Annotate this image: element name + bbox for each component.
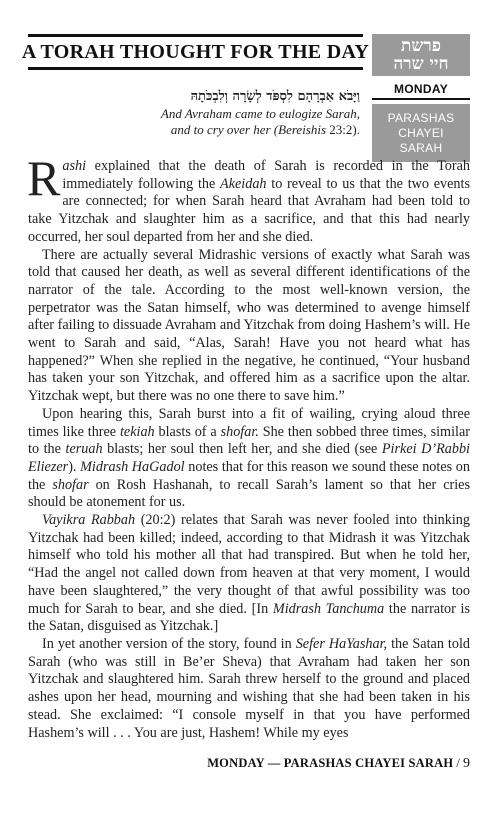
paragraph-5	[28, 636, 470, 742]
verse-hebrew: וַיָּבֹא אַבְרָהָם לִסְפֹּד לְשָׂרָה וְלִבְכֹּתָהּ	[190, 89, 360, 104]
verse-citation: 23:2).	[326, 122, 360, 137]
p3-text-e: She then sobbed three times, similar to the	[28, 423, 470, 458]
p3-text-m: on Rosh Hashanah, to recall Sarah’s lament so that her cries should be atonement for us.	[28, 476, 470, 511]
p3-text-i: ).	[68, 458, 81, 475]
p3-text-k: notes that for this reason we sound these notes on the	[28, 458, 470, 493]
verse-english-line-2	[40, 122, 360, 138]
p5-text-a: In yet another version of the story, found in	[42, 635, 296, 652]
verse-english-text-2: and to cry over her (	[170, 122, 279, 137]
verse-source: Bereishis	[278, 122, 327, 137]
p3-italic-shofar-2: shofar	[52, 476, 89, 493]
page-number: 9	[463, 756, 470, 771]
p3-text-c: blasts of a	[154, 423, 221, 440]
day-label: MONDAY	[393, 82, 449, 96]
parashas-line-1: PARASHAS	[387, 110, 455, 125]
parashas-box	[372, 104, 470, 162]
p3-italic-tekiah: tekiah	[119, 423, 155, 440]
p3-text-g: blasts; her soul then left her, and she died (see	[102, 441, 382, 458]
day-divider	[372, 98, 470, 100]
body-text	[27, 150, 470, 742]
parasha-sidebar	[372, 34, 470, 162]
p4-text-b: (20:2) relates that Sarah was never fooled into thinking Yitzchak had been killed; indeed, according to that Midrash it was Yitzchak himself who told his mother all that had transpired. But when he told her, “Had the angel not called down from heaven at that very moment, I would have been slaughtered,” the very thought of that awful possibility was too much for Sarah to bear, and she died. [In	[28, 512, 470, 617]
p3-italic-teruah: teruah	[65, 441, 103, 458]
paragraph-2: There are actually several Midrashic versions of exactly what Sarah was told that caused her death, as well as several different identifications of the narrator of the tale. According to the most well-known version, the perpetrator was the Satan himself, who was determined to avenge himself after failing to dissuade Avraham and Yitzchak from doing Hashem’s will. He went to Sarah and said, “Alas, Sarah! Have you not heard what has happened?” When she replied in the negative, he continued, “Your husband has taken your son Yitzchak, and offered him as a sacrifice upon the altar. Yitzchak wept, but there was no one there to save him.”	[28, 246, 470, 405]
drop-cap: R	[27, 150, 61, 206]
p3-italic-midrash-hagadol: Midrash HaGadol	[80, 458, 185, 475]
verse-english-text: And Avraham came to eulogize Sarah,	[160, 106, 360, 121]
hebrew-parasha-box	[372, 34, 470, 76]
parashas-line-2: CHAYEI	[398, 125, 444, 140]
p1-text-2: to reveal to us that the two events are connected; for when Sarah heard that Avraham had been told to take Yitzchak and slaughter him as a sacrifice, and that this had nearly occurred, her soul departed from her and she died.	[28, 175, 470, 245]
verse-english-line-1	[40, 106, 360, 122]
p1-text: explained that the death of Sarah is recorded in the Torah immediately following the	[62, 158, 470, 192]
p1-italic-akeidah: Akeidah	[220, 175, 267, 192]
p5-text-c: the Satan told Sarah (who was still in Be’er Sheva) that Avraham had taken her son Yitzchak and slaughtered him. Sarah threw herself to the ground and placed ashes upon her head, mourning and wishing that she had been taken in his stead. She exclaimed: “I console myself in that you have performed Hashem’s will . . . You are just, Hashem! While my eyes	[28, 635, 470, 741]
paragraph-4	[28, 512, 470, 636]
p3-italic-pirkei: Pirkei D’Rabbi Eliezer	[28, 441, 470, 475]
hebrew-parasha-line-2: חיי שרה	[393, 54, 449, 74]
paragraph-3	[28, 406, 470, 512]
title-banner	[21, 34, 370, 70]
verse-block	[40, 88, 360, 138]
p4-italic-vayikra-rabbah: Vayikra Rabbah	[42, 512, 136, 529]
hebrew-parasha-line-1: פרשת	[400, 36, 441, 56]
p3-italic-shofar: shofar.	[220, 423, 259, 440]
p5-italic-sefer-hayashar: Sefer HaYashar,	[295, 635, 388, 652]
footer-separator: /	[453, 756, 463, 770]
paragraph-1	[27, 150, 470, 247]
page-footer	[207, 756, 470, 772]
page-title: A TORAH THOUGHT FOR THE DAY	[21, 40, 370, 63]
p4-italic-midrash-tanchuma: Midrash Tanchuma	[272, 600, 385, 617]
p4-text-d: the narrator is the Satan, disguised as Yitzchak.]	[28, 600, 470, 635]
parashas-line-3: SARAH	[399, 140, 443, 155]
running-head: MONDAY — PARASHAS CHAYEI SARAH	[207, 756, 454, 770]
p3-text-a: Upon hearing this, Sarah burst into a fit of wailing, crying aloud three times like three	[28, 405, 470, 440]
p1-italic-rashi: ashi	[62, 158, 87, 174]
